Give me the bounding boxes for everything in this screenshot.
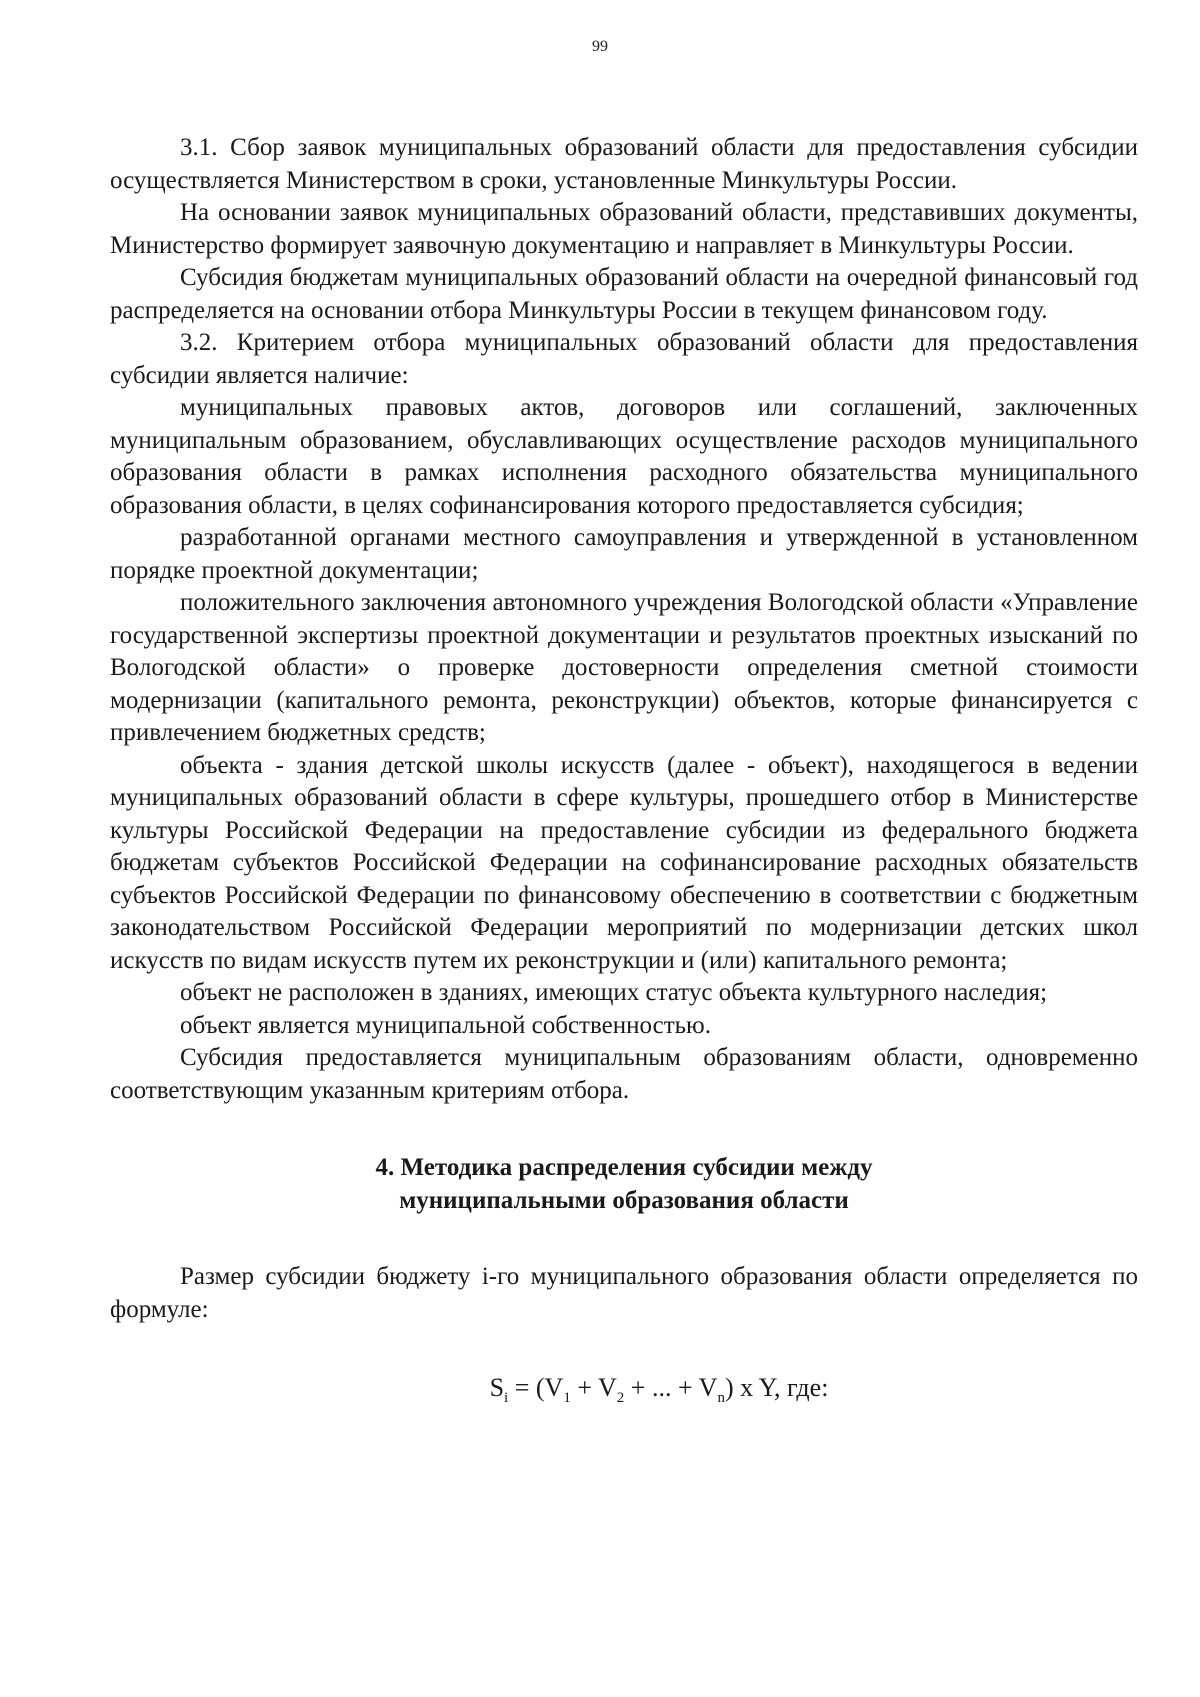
- page-number: 99: [592, 38, 608, 55]
- paragraph-3-2: 3.2. Критерием отбора муниципальных образований области для предоставления субсидии является наличие:: [110, 329, 1138, 389]
- formula-sub: 1: [563, 1390, 571, 1407]
- formula-sub: n: [717, 1390, 725, 1407]
- criterion-municipal-property: объект является муниципальной собственностью.: [180, 1011, 711, 1039]
- formula-sub: 2: [616, 1390, 625, 1407]
- section-heading-line-2: муниципальными образования области: [399, 1187, 849, 1214]
- paragraph-formula-intro: Размер субсидии бюджету i-го муниципального образования области определяется по формуле:: [110, 1263, 1138, 1323]
- criterion-school-building: объекта - здания детской школы искусств (далее - объект), находящегося в ведении муниципальных образований области в сфере культуры, прошедшего отбор в Министерстве культуры Российской Федерации на предоставление субсидии из федерального бюджета бюджетам субъектов Российской Федерации на софинансирование расходных обязательств субъектов Российской Федерации по финансовому обеспечению в соответствии с бюджетным законодательством Российской Федерации мероприятий по модернизации детских школ искусств по видам искусств путем их реконструкции и (или) капитального ремонта;: [110, 751, 1138, 974]
- criterion-expertise: положительного заключения автономного учреждения Вологодской области «Управление государственной экспертизы проектной документации и результатов проектных изысканий по Вологодской области» о проверке достоверности определения сметной стоимости модернизации (капитального ремонта, реконструкции) объектов, которые финансируется с привлечением бюджетных средств;: [110, 589, 1138, 746]
- formula-part: = (V: [508, 1373, 564, 1402]
- paragraph-subsidy-provided: Субсидия предоставляется муниципальным образованиям области, одновременно соответствующим указанным критериям отбора.: [110, 1044, 1138, 1104]
- formula-part: + ... + V: [624, 1373, 718, 1402]
- document-body: [110, 132, 1138, 1415]
- formula-part: ) x Y, где:: [724, 1373, 829, 1402]
- paragraph-subsidy-distribution: Субсидия бюджетам муниципальных образований области на очередной финансовый год распределяется на основании отбора Минкультуры России в текущем финансовом году.: [110, 264, 1138, 324]
- criterion-project-docs: разработанной органами местного самоуправления и утвержденной в установленном порядке проектной документации;: [110, 524, 1138, 584]
- section-heading: [110, 1151, 1138, 1217]
- criterion-legal-acts: муниципальных правовых актов, договоров или соглашений, заключенных муниципальным образованием, обуславливающих осуществление расходов муниципального образования области в рамках исполнения расходного обязательства муниципального образования области, в целях софинансирования которого предоставляется субсидия;: [110, 394, 1138, 519]
- subsidy-formula: [110, 1372, 1138, 1415]
- criterion-not-heritage: объект не расположен в зданиях, имеющих статус объекта культурного наследия;: [180, 979, 1048, 1006]
- section-heading-line-1: 4. Методика распределения субсидии между: [375, 1154, 873, 1181]
- paragraph-3-1: 3.1. Сбор заявок муниципальных образований области для предоставления субсидии осуществляется Министерством в сроки, установленные Минкультуры России.: [110, 134, 1138, 194]
- formula-s: S: [489, 1373, 505, 1402]
- formula-part: + V: [570, 1373, 617, 1402]
- paragraph-applications: На основании заявок муниципальных образований области, представивших документы, Министерство формирует заявочную документацию и направляет в Минкультуры России.: [110, 199, 1138, 259]
- formula-s-sub: i: [504, 1390, 509, 1407]
